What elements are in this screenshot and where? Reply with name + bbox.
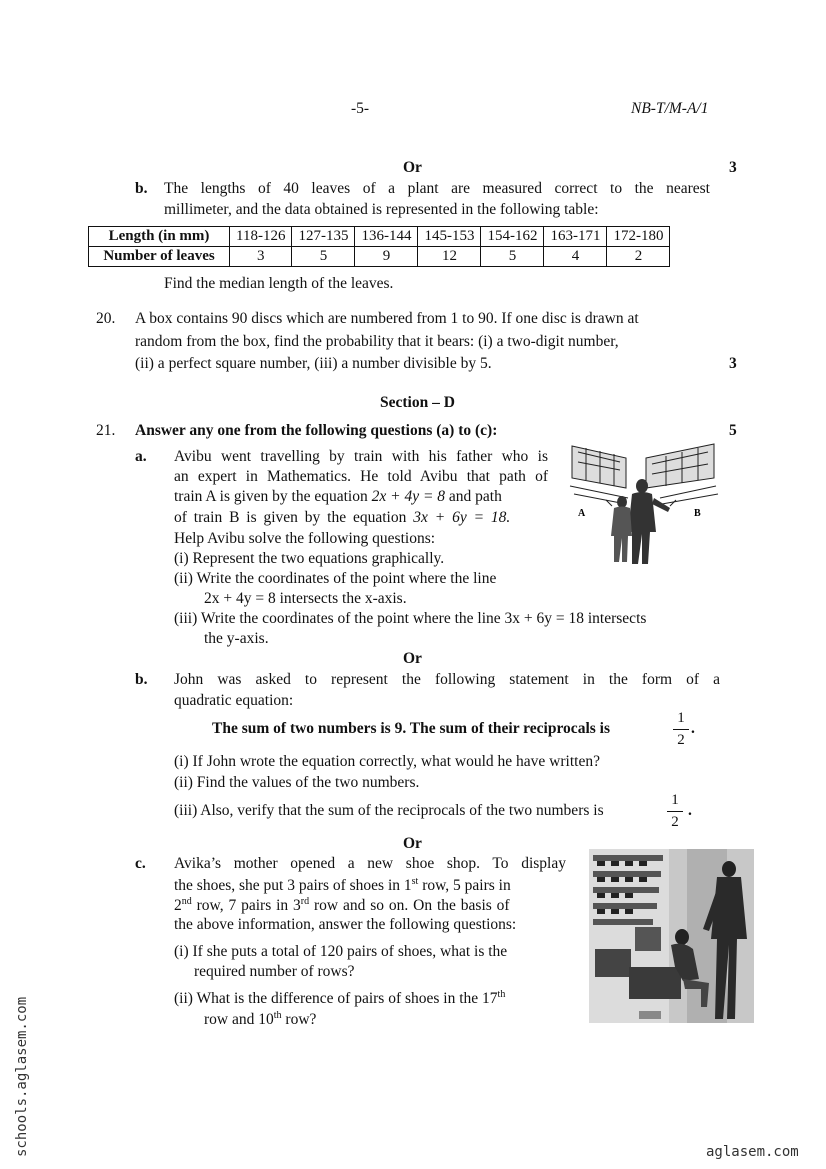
option-label: b.	[135, 671, 148, 688]
sub-question: (iii) Also, verify that the sum of the reciprocals of the two numbers is	[174, 802, 604, 819]
table-row	[89, 247, 670, 267]
question-text: quadratic equation:	[174, 692, 294, 709]
table-cell: 4	[544, 247, 607, 267]
superscript: nd	[181, 896, 192, 907]
table-cell: 145-153	[418, 227, 481, 247]
question-text	[174, 509, 510, 527]
sub-question: required number of rows?	[194, 963, 355, 980]
sub-question	[174, 989, 505, 1008]
superscript: th	[273, 1010, 282, 1021]
question-text: The lengths of 40 leaves of a plant are measured correct to the nearest	[164, 180, 710, 197]
period: .	[691, 720, 695, 737]
question-text: (ii) a perfect square number, (iii) a number divisible by 5.	[135, 355, 492, 372]
table-cell: 127-135	[292, 227, 355, 247]
marks: 5	[729, 422, 737, 439]
question-text: millimeter, and the data obtained is represented in the following table:	[164, 201, 599, 218]
table-cell: 2	[607, 247, 670, 267]
question-text: Avibu went travelling by train with his father who is	[174, 448, 548, 465]
shoe-shop-illustration	[589, 849, 754, 1023]
text-span: row, 5 pairs in	[418, 877, 511, 895]
leaf-length-table	[88, 226, 670, 267]
text-span: row, 7 pairs in 3	[191, 897, 301, 915]
paper-code: NB-T/M-A/1	[631, 100, 709, 117]
fraction-bar	[673, 729, 689, 730]
table-cell: 136-144	[355, 227, 418, 247]
table-cell: 172-180	[607, 227, 670, 247]
question-text	[174, 488, 502, 506]
question-text: Help Avibu solve the following questions:	[174, 530, 436, 547]
train-illustration	[566, 436, 722, 576]
or-label: Or	[403, 835, 422, 852]
text-span: train A is given by the equation	[174, 488, 372, 505]
text-span: the shoes, she put 3 pairs of shoes in 1	[174, 877, 412, 895]
superscript: th	[497, 989, 506, 1000]
numerator: 1	[677, 710, 685, 726]
row-header: Number of leaves	[89, 247, 230, 267]
table-cell: 3	[230, 247, 292, 267]
fraction	[667, 792, 683, 831]
table-cell: 118-126	[230, 227, 292, 247]
footer-watermark: aglasem.com	[706, 1144, 799, 1160]
sub-question: (iii) Write the coordinates of the point where the line 3x + 6y = 18 intersects	[174, 610, 647, 627]
question-number: 21.	[96, 422, 116, 439]
fraction	[673, 710, 689, 749]
equation: 3x + 6y = 18.	[413, 509, 511, 526]
text-span: and path	[445, 488, 502, 505]
or-label: Or	[403, 650, 422, 667]
marks: 3	[729, 159, 737, 176]
table-cell: 9	[355, 247, 418, 267]
marks: 3	[729, 355, 737, 372]
question-number: 20.	[96, 310, 116, 327]
text-span: (ii) What is the difference of pairs of shoes in the 17	[174, 990, 498, 1008]
option-label: a.	[135, 448, 147, 465]
question-text	[174, 876, 511, 895]
equation: 2x + 4y = 8	[371, 488, 446, 505]
denominator: 2	[677, 732, 685, 748]
period: .	[688, 802, 692, 819]
question-text: an expert in Mathematics. He told Avibu that path of	[174, 468, 548, 485]
superscript: st	[411, 876, 419, 887]
text-span: row and so on. On the basis of	[309, 897, 510, 915]
section-title: Section – D	[380, 394, 455, 411]
question-instruction: Answer any one from the following questions (a) to (c):	[135, 422, 498, 439]
question-text: A box contains 90 discs which are numbered from 1 to 90. If one disc is drawn at	[135, 310, 639, 327]
statement: The sum of two numbers is 9. The sum of their reciprocals is	[212, 720, 610, 737]
question-text: Find the median length of the leaves.	[164, 275, 394, 292]
table-cell: 12	[418, 247, 481, 267]
question-text: random from the box, find the probability that it bears: (i) a two-digit number,	[135, 333, 619, 350]
table-cell: 163-171	[544, 227, 607, 247]
denominator: 2	[671, 814, 679, 830]
sub-question: (ii) Write the coordinates of the point where the line	[174, 570, 497, 587]
sub-question: (i) If John wrote the equation correctly, what would he have written?	[174, 753, 600, 770]
option-label: b.	[135, 180, 148, 197]
side-watermark: schools.aglasem.com	[14, 996, 30, 1157]
sub-question: (i) If she puts a total of 120 pairs of shoes, what is the	[174, 943, 508, 960]
table-row	[89, 227, 670, 247]
question-text: John was asked to represent the following statement in the form of a	[174, 671, 720, 688]
table-cell: 154-162	[481, 227, 544, 247]
shoe-shop-icon	[589, 849, 754, 1023]
text-span: row and 10	[204, 1011, 274, 1029]
numerator: 1	[671, 792, 679, 808]
text-span: row?	[281, 1011, 317, 1029]
sub-question	[204, 1010, 316, 1029]
page-number: -5-	[351, 100, 370, 117]
fraction-bar	[667, 811, 683, 812]
superscript: rd	[300, 896, 310, 907]
or-label: Or	[403, 159, 422, 176]
question-text: the above information, answer the following questions:	[174, 916, 517, 933]
sub-question: 2x + 4y = 8 intersects the x-axis.	[204, 590, 407, 607]
label-a: A	[578, 508, 586, 519]
row-header: Length (in mm)	[89, 227, 230, 247]
table-cell: 5	[292, 247, 355, 267]
question-text	[174, 896, 510, 915]
sub-question: (i) Represent the two equations graphically.	[174, 550, 445, 567]
table-cell: 5	[481, 247, 544, 267]
text-span: 2	[174, 897, 182, 915]
text-span: of train B is given by the equation	[174, 509, 414, 526]
question-text: Avika’s mother opened a new shoe shop. To display	[174, 855, 566, 872]
sub-question: (ii) Find the values of the two numbers.	[174, 774, 420, 791]
option-label: c.	[135, 855, 146, 872]
label-b: B	[694, 508, 701, 519]
train-station-icon	[566, 436, 722, 576]
sub-question: the y-axis.	[204, 630, 269, 647]
